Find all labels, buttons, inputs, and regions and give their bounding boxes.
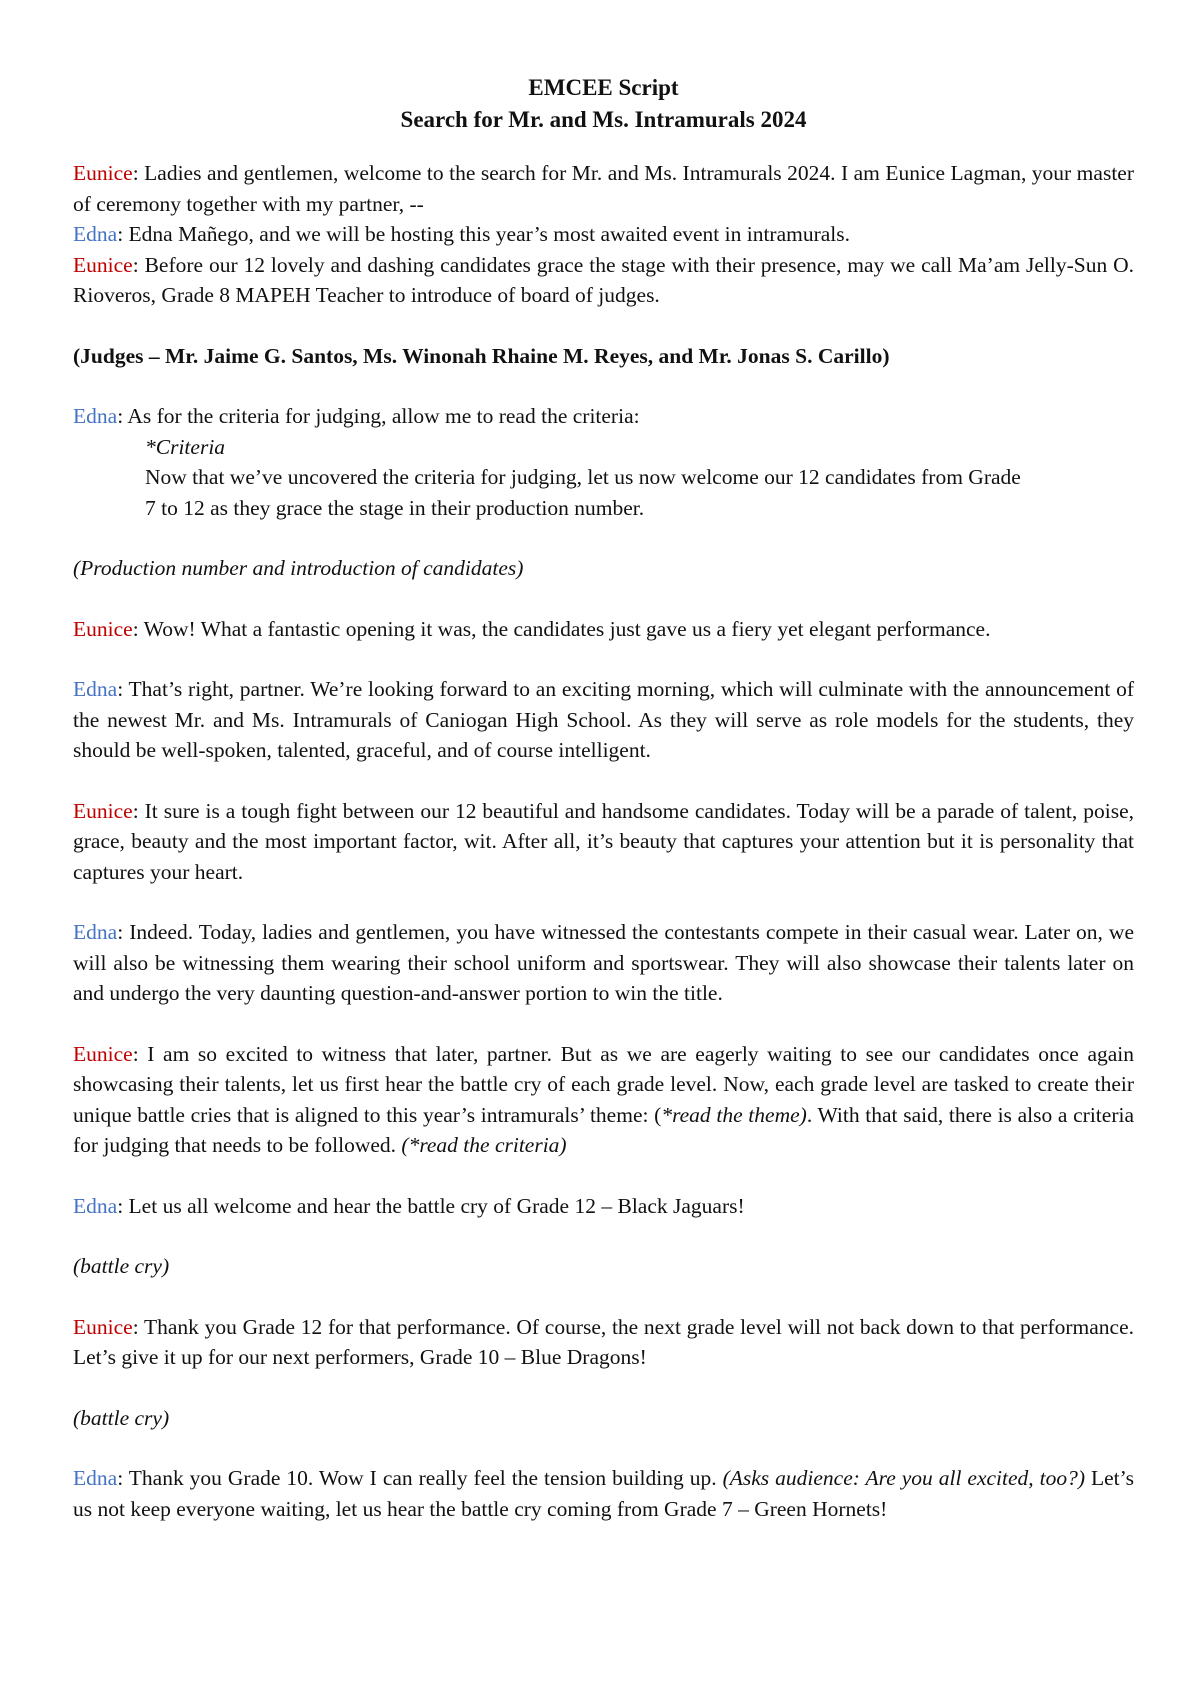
dialogue-text: That’s right, partner. We’re looking forward to an exciting morning, which will culminate with the announcement of the newest Mr. and Ms. Intramurals of Caniogan High School. As they will serve as role models for the students, they should be well-spoken, talented, graceful, and of course intelligent. (73, 677, 1134, 762)
speaker-eunice: Eunice (73, 798, 133, 823)
document-title (73, 72, 1134, 136)
line-eunice-tough-fight: Eunice: It sure is a tough fight between our 12 beautiful and handsome candidates. Today will be a parade of talent, poise, grace, beauty and the most important factor, wit. After all, it’s beauty that captures your attention but it is personality that captures your heart. (73, 798, 1134, 884)
speaker-edna: Edna (73, 222, 118, 246)
line-edna-grade-7: Edna: Thank you Grade 10. Wow I can really feel the tension building up. (Asks audience: Are you all excited, too?) Let’s us not keep everyone waiting, let us hear the battle cry coming from Grade 7 – Green Hornets! (73, 1466, 1134, 1521)
theme-cue: *read the theme) (661, 1102, 807, 1127)
dialogue-text: It sure is a tough fight between our 12 beautiful and handsome candidates. Today will be a parade of talent, poise, grace, beauty and the most important factor, wit. After all, it’s beauty that captures your attention but it is personality that captures your heart. (73, 798, 1134, 884)
line-eunice-grade-10: Eunice: Thank you Grade 12 for that performance. Of course, the next grade level will not back down to that performance. Let’s give it up for our next performers, Grade 10 – Blue Dragons! (73, 1314, 1134, 1369)
line-edna-intro: Edna: Edna Mañego, and we will be hosting this year’s most awaited event in intramurals. (73, 222, 851, 246)
audience-aside: (Asks audience: Are you all excited, too?) (722, 1466, 1086, 1490)
speaker-edna: Edna (73, 1466, 118, 1490)
line-eunice-battle-cry: Eunice: I am so excited to witness that later, partner. But as we are eagerly waiting to see our candidates once again showcasing their talents, let us first hear the battle cry of each grade level. Now, each grade level are tasked to create their unique battle cries that is aligned to this year’s intramurals’ theme: (*read the theme). With that said, there is also a criteria for judging that needs to be followed. (*read the criteria) (73, 1041, 1134, 1157)
speaker-eunice: Eunice (73, 1041, 133, 1066)
line-edna-partner: Edna: That’s right, partner. We’re looking forward to an exciting morning, which will culminate with the announcement of the newest Mr. and Ms. Intramurals of Caniogan High School. As they will serve as role models for the students, they should be well-spoken, talented, graceful, and of course intelligent. (73, 677, 1134, 762)
dialogue-text: Thank you Grade 10. Wow I can really feel the tension building up. (123, 1466, 723, 1490)
line-eunice-welcome: Eunice: Ladies and gentlemen, welcome to the search for Mr. and Ms. Intramurals 2024. I am Eunice Lagman, your master of ceremony together with my partner, -- (73, 161, 1134, 216)
dialogue-text: Ladies and gentlemen, welcome to the search for Mr. and Ms. Intramurals 2024. I am Eunice Lagman, your master of ceremony together with my partner, -- (73, 161, 1134, 216)
dialogue-text: I am so excited to witness that later, partner. But as we are eagerly waiting to see our candidates once again showcasing their talents, let us first hear the battle cry of each grade level. Now, each grade level are tasked to create their unique battle cries that is aligned to this year’s intramurals’ theme: ( (73, 1041, 1134, 1127)
speaker-edna: Edna (73, 1193, 118, 1218)
judges-note (73, 341, 1134, 372)
title-line-1: EMCEE Script (528, 75, 679, 100)
dialogue-text: . With that said, there is also a criteria for judging that needs to be followed. (73, 1102, 1134, 1157)
speaker-eunice: Eunice (73, 616, 133, 641)
dialogue-text: Thank you Grade 12 for that performance. Of course, the next grade level will not back down to that performance. Let’s give it up for our next performers, Grade 10 – Blue Dragons! (73, 1314, 1134, 1369)
line-edna-welcome-candidates: Now that we’ve uncovered the criteria for judging, let us now welcome our 12 candidates from Grade (145, 465, 1021, 489)
production-note (73, 553, 1134, 584)
judges-text: (Judges – Mr. Jaime G. Santos, Ms. Winonah Rhaine M. Reyes, and Mr. Jonas S. Carillo) (73, 343, 890, 368)
dialogue-text: Indeed. Today, ladies and gentlemen, you have witnessed the contestants compete in their casual wear. Later on, we will also be witnessing them wearing their school uniform and sportswear. They will also showcase their talents later on and undergo the very daunting question-and-answer portion to win the title. (73, 920, 1134, 1005)
dialogue-text: Let’s us not keep everyone waiting, let us hear the battle cry coming from Grade 7 – Green Hornets! (73, 1466, 1134, 1521)
dialogue-text: Edna Mañego, and we will be hosting this year’s most awaited event in intramurals. (123, 222, 851, 246)
line-eunice-judges: Eunice: Before our 12 lovely and dashing candidates grace the stage with their presence, may we call Ma’am Jelly-Sun O. Rioveros, Grade 8 MAPEH Teacher to introduce of board of judges. (73, 252, 1134, 307)
production-text: (Production number and introduction of candidates) (73, 556, 524, 580)
line-edna-criteria: Edna: As for the criteria for judging, allow me to read the criteria: (73, 404, 640, 428)
line-eunice-opening: Eunice: Wow! What a fantastic opening it was, the candidates just gave us a fiery yet elegant performance. (73, 616, 991, 641)
criteria-cue: (*read the criteria) (401, 1133, 567, 1157)
criteria-note (73, 432, 1134, 463)
speaker-eunice: Eunice (73, 252, 133, 277)
line-edna-production: 7 to 12 as they grace the stage in their production number. (145, 495, 645, 520)
speaker-edna: Edna (73, 404, 118, 428)
title-line-2: Search for Mr. and Ms. Intramurals 2024 (400, 107, 807, 132)
dialogue-text: As for the criteria for judging, allow me to read the criteria: (123, 404, 640, 428)
line-edna-casual-wear: Edna: Indeed. Today, ladies and gentlemen, you have witnessed the contestants compete in their casual wear. Later on, we will also be witnessing them wearing their school uniform and sportswear. They will also showcase their talents later on and undergo the very daunting question-and-answer portion to win the title. (73, 920, 1134, 1005)
battle-cry-note-2 (73, 1403, 1134, 1434)
speaker-edna: Edna (73, 677, 118, 701)
criteria-text: *Criteria (145, 434, 226, 459)
dialogue-text: Let us all welcome and hear the battle cry of Grade 12 – Black Jaguars! (123, 1193, 745, 1218)
battle-cry-text: (battle cry) (73, 1254, 170, 1278)
speaker-edna: Edna (73, 920, 118, 944)
battle-cry-text: (battle cry) (73, 1405, 170, 1430)
dialogue-text: Before our 12 lovely and dashing candidates grace the stage with their presence, may we call Ma’am Jelly-Sun O. Rioveros, Grade 8 MAPEH Teacher to introduce of board of judges. (73, 252, 1134, 307)
speaker-eunice: Eunice (73, 1314, 133, 1339)
battle-cry-note-1 (73, 1251, 1134, 1282)
speaker-eunice: Eunice (73, 161, 133, 185)
line-edna-grade-12: Edna: Let us all welcome and hear the battle cry of Grade 12 – Black Jaguars! (73, 1193, 745, 1218)
dialogue-text: Wow! What a fantastic opening it was, the candidates just gave us a fiery yet elegant performance. (138, 616, 991, 641)
